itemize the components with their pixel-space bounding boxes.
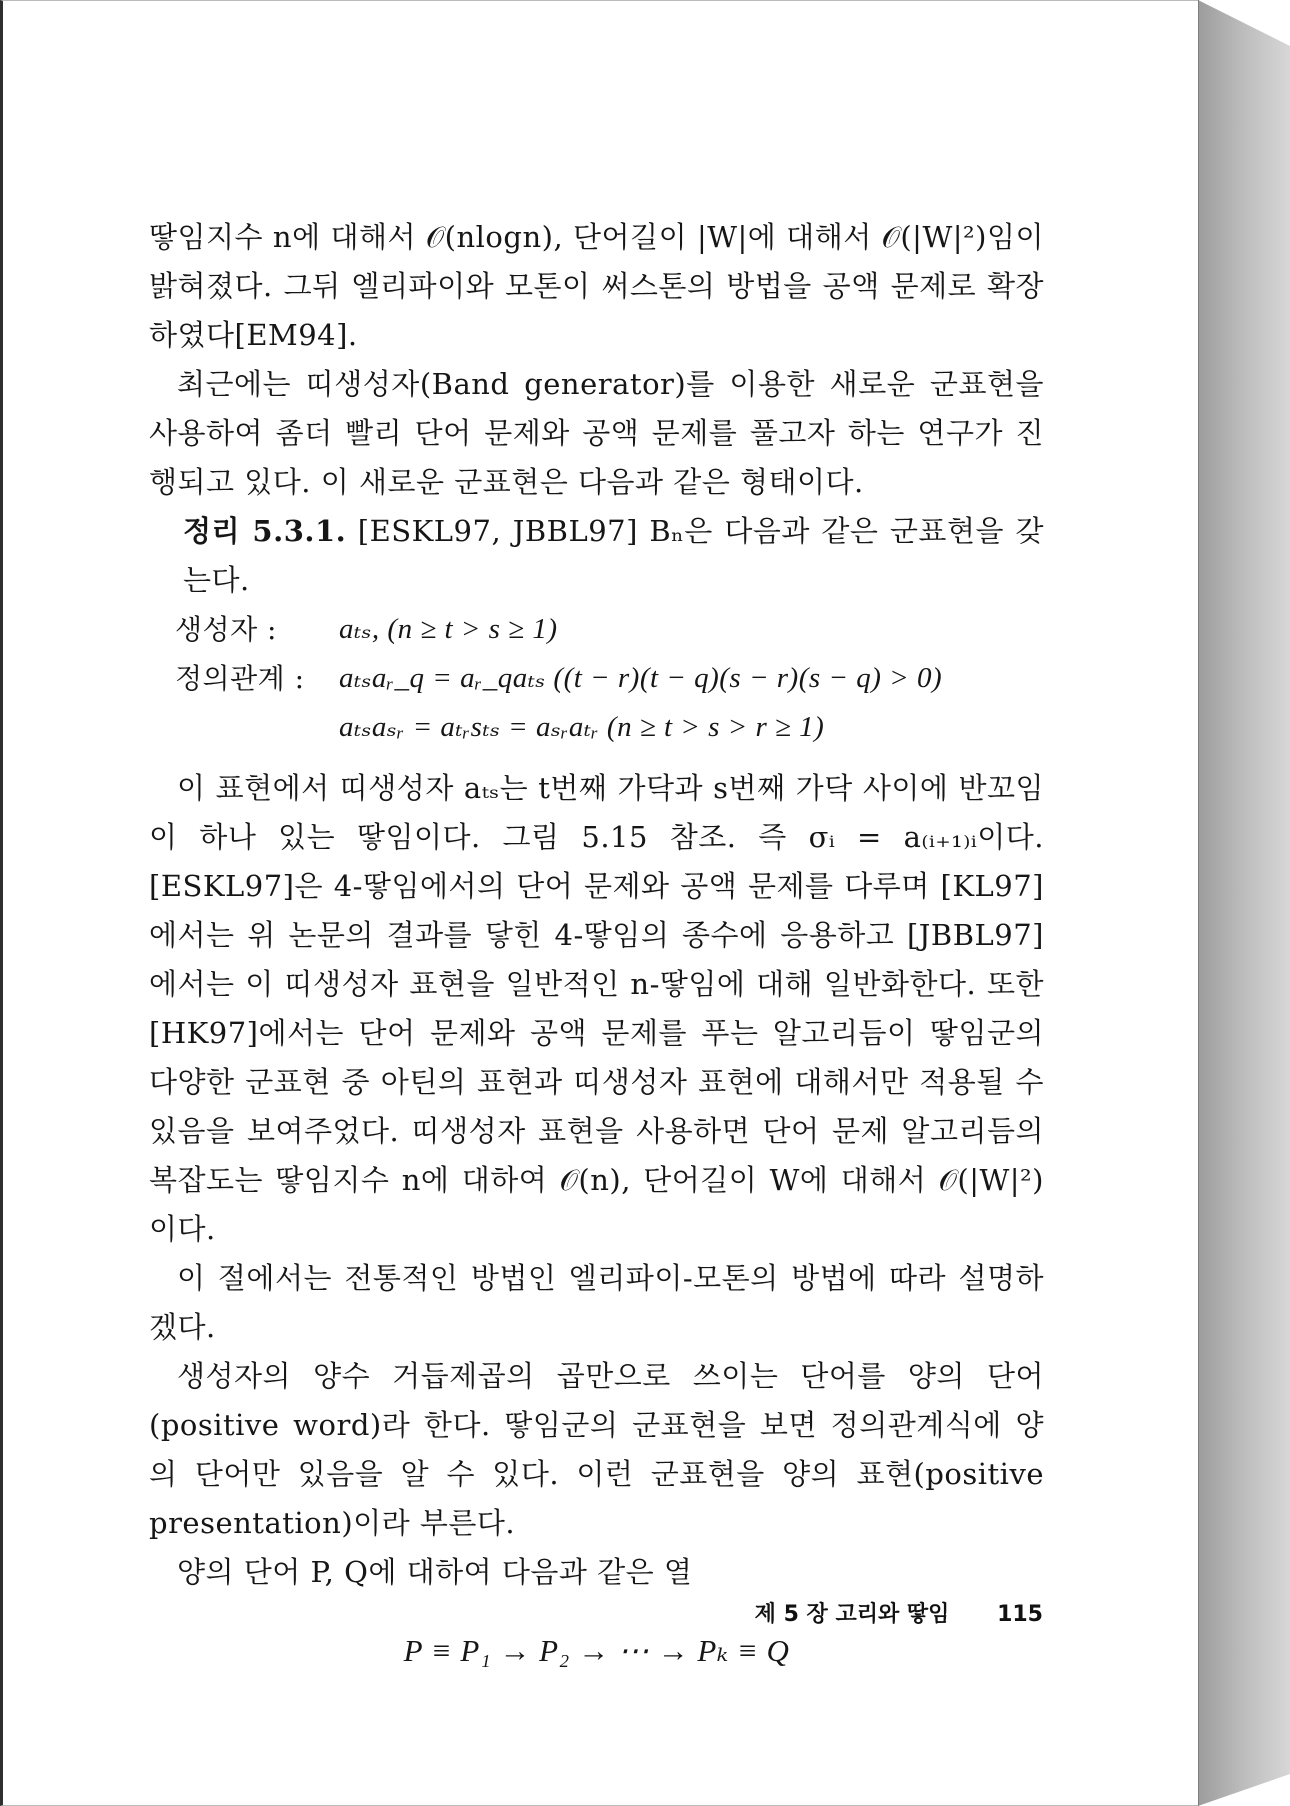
theorem-text: [ESKL97, JBBL97] Bₙ은 다음과 같은 군표현을 갖는다. [183, 514, 1045, 597]
presentation-definition [175, 605, 942, 752]
footer-chapter-title: 제 5 장 고리와 땋임 [754, 1602, 950, 1627]
running-footer [703, 1599, 1043, 1631]
theorem-title: 정리 5.3.1. [183, 514, 347, 548]
relations-label: 정의관계 : [175, 662, 305, 695]
paragraph-3: 이 표현에서 띠생성자 aₜₛ는 t번째 가닥과 s번째 가닥 사이에 반꼬임이 하나 있는 땋임이다. 그림 5.15 참조. 즉 σᵢ = a₍ᵢ₊₁₎ᵢ이다. [ESKL97]은 4-땋임에서의 단어 문제와 공액 문제를 다루며 [KL97]에서는 위 논문의 결과를 닿힌 4-땋임의 종수에 응용하고 [JBBL97]에서는 이 띠생성자 표현을 일반적인 n-땋임에 대해 일반화한다. 또한 [HK97]에서는 단어 문제와 공액 문제를 푸는 알고리듬이 땋임군의 다양한 군표현 중 아틴의 표현과 띠생성자 표현에 대해서만 적용될 수 있음을 보여주었다. 띠생성자 표현을 사용하면 단어 문제 알고리듬의 복잡도는 땋임지수 n에 대하여 𝒪(n), 단어길이 W에 대해서 𝒪(|W|²)이다. [149, 771, 1044, 1246]
theorem-statement [149, 507, 1044, 605]
relation-2: aₜₛaₛᵣ = aₜᵣsₜₛ = aₛᵣaₜᵣ (n ≥ t > s > r ≥ 1) [339, 711, 825, 743]
paragraph-2: 최근에는 띠생성자(Band generator)를 이용한 새로운 군표현을 사용하여 좀더 빨리 단어 문제와 공액 문제를 풀고자 하는 연구가 진행되고 있다. 이 새로운 군표현은 다음과 같은 형태이다. [149, 367, 1044, 499]
paragraph-6: 양의 단어 P, Q에 대하여 다음과 같은 열 [177, 1555, 693, 1589]
generators-expression: aₜₛ, (n ≥ t > s ≥ 1) [339, 613, 558, 645]
paragraph-1: 땋임지수 n에 대해서 𝒪(nlogn), 단어길이 |W|에 대해서 𝒪(|W|²)임이 밝혀졌다. 그뒤 엘리파이와 모톤이 써스톤의 방법을 공액 문제로 확장하였다[EM94]. [149, 220, 1044, 352]
body-text [149, 213, 1044, 1671]
paragraph-5: 생성자의 양수 거듭제곱의 곱만으로 쓰이는 단어를 양의 단어 (positive word)라 한다. 땋임군의 군표현을 보면 정의관계식에 양의 단어만 있음을 알 수 있다. 이런 군표현을 양의 표현(positive presentation)이라 부른다. [149, 1359, 1044, 1540]
page-number: 115 [997, 1602, 1043, 1627]
relations-label-spacer [175, 703, 339, 752]
relation-1: aₜₛaᵣ_q = aᵣ_qaₜₛ ((t − r)(t − q)(s − r)(s − q) > 0) [339, 662, 943, 694]
generators-label: 생성자 : [175, 613, 277, 646]
book-thickness-edge [1198, 0, 1290, 1806]
display-equation: P ≡ P₁ → P₂ → ⋯ → Pₖ ≡ Q [403, 1633, 790, 1668]
paragraph-4: 이 절에서는 전통적인 방법인 엘리파이-모톤의 방법에 따라 설명하겠다. [149, 1261, 1044, 1344]
